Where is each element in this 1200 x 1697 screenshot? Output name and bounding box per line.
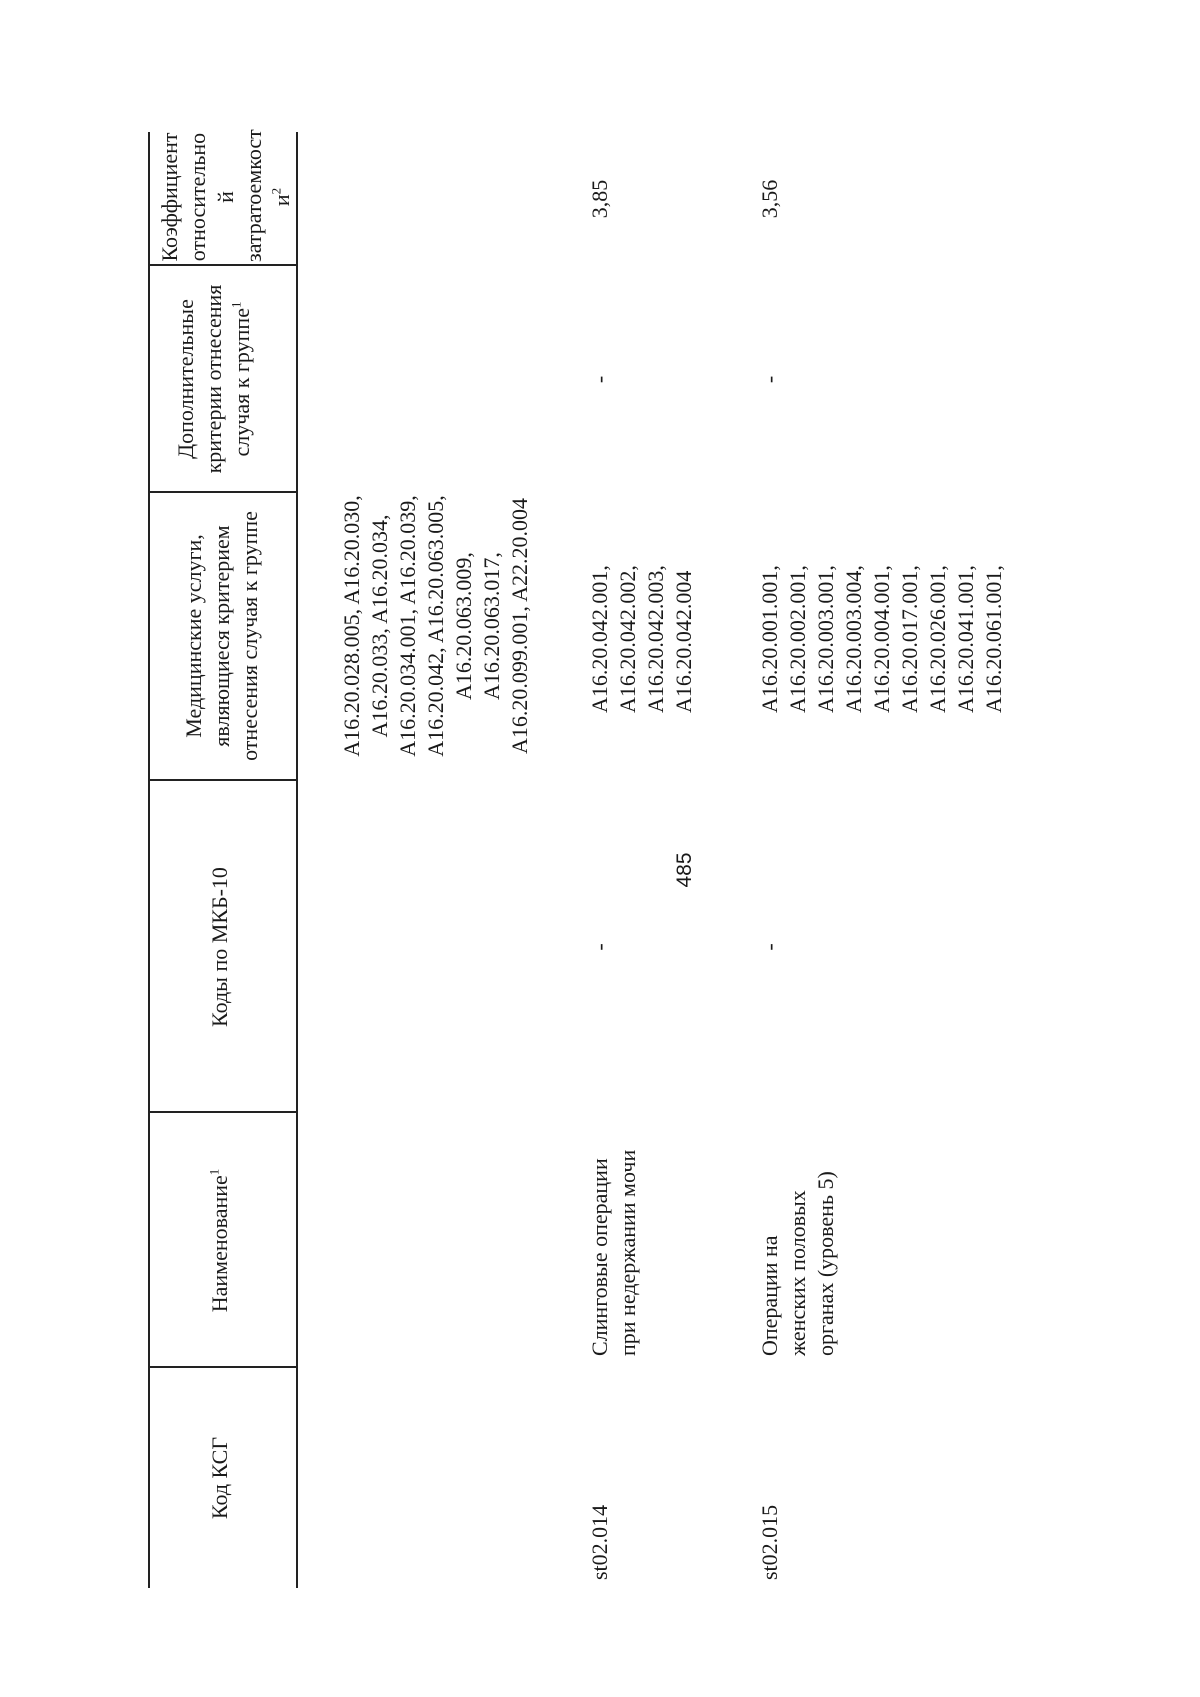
row-st02-014-code: st02.014 <box>587 1504 612 1580</box>
row-st02-015-criteria: - <box>757 375 782 384</box>
ksg-table <box>148 108 1200 1588</box>
row-st02-014-coefficient: 3,85 <box>587 179 612 219</box>
row-st02-015-icd: - <box>757 943 782 951</box>
continuation-services: A16.20.028.005, A16.20.030, A16.20.033, A16.20.034, A16.20.034.001, A16.20.039, A16.20.042, A16.20.063.005, A16.20.063.009, A16.20.063.017, A16.20.099.001, A22.20.004 <box>339 495 532 757</box>
row-st02-015-code: st02.015 <box>757 1504 782 1580</box>
row-st02-014-icd: - <box>587 943 612 951</box>
row-st02-015-services: A16.20.001.001, A16.20.002.001, A16.20.003.001, A16.20.003.004, A16.20.004.001, A16.20.017.001, A16.20.026.001, A16.20.041.001, A16.20.061.001, <box>757 565 1006 713</box>
header-code: Код КСГ <box>207 1436 232 1520</box>
header-coefficient: Коэффициент относительно й затратоемкост $и^2$ <box>157 129 294 262</box>
col-divider-5 <box>148 265 296 267</box>
table-top-rule <box>148 132 150 1588</box>
header-name: Наименование$^1$ <box>206 1168 232 1313</box>
header-icd: Коды по МКБ-10 <box>207 867 232 1027</box>
row-st02-014-name: Слинговые операции при недержании мочи <box>587 1149 640 1356</box>
col-divider-4 <box>148 492 296 494</box>
header-bottom-rule <box>296 132 298 1588</box>
page-number: 485 <box>673 852 696 888</box>
row-st02-014-services: A16.20.042.001, A16.20.042.002, A16.20.042.003, A16.20.042.004 <box>587 565 696 713</box>
row-st02-014-criteria: - <box>587 375 612 384</box>
row-st02-015-coefficient: 3,56 <box>757 179 782 219</box>
header-criteria: Дополнительные критерии отнесения случая к группе$^1$ <box>173 284 254 474</box>
header-services: Медицинские услуги, являющиеся критерием отнесения случая к группе <box>181 511 262 761</box>
row-st02-015-name: Операции на женских половых органах (уровень 5) <box>757 1171 838 1356</box>
